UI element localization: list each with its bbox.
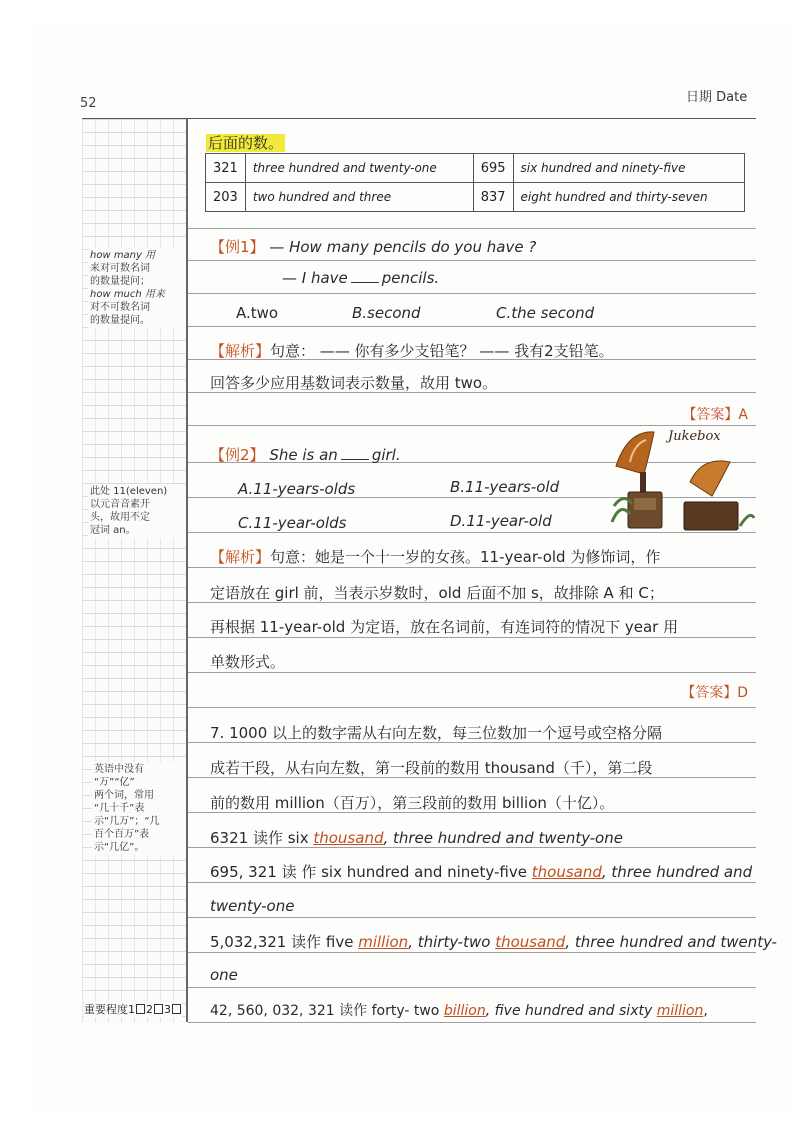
rule-line	[188, 260, 756, 261]
answer-blank	[351, 270, 379, 283]
example1-answer: 【答案】A	[682, 407, 748, 423]
question-text: — How many pencils do you have ?	[269, 238, 537, 256]
margin-note-line: 此处 11(eleven)	[90, 486, 168, 497]
leaf-icon	[740, 515, 754, 526]
importance-level: 2	[146, 1003, 153, 1016]
reply-text: pencils.	[381, 269, 440, 287]
margin-note-line: “万”“亿”	[94, 777, 135, 788]
example1-option-a: A.two	[236, 304, 279, 322]
margin-divider	[186, 118, 188, 1022]
example-label: 【例1】	[210, 238, 265, 256]
rule-line	[188, 326, 756, 327]
margin-note-line: 以元音音素开	[90, 499, 150, 510]
table-cell: three hundred and twenty-one	[245, 154, 473, 183]
example1-option-b: B.second	[352, 304, 421, 322]
margin-note-line: 的数量提问。	[90, 315, 150, 326]
analysis-text: 句意：她是一个十一岁的女孩。11-year-old 为修饰词，作	[270, 548, 661, 566]
rule-line	[188, 987, 756, 988]
question-text: She is an	[269, 446, 338, 464]
rule-line	[188, 567, 756, 568]
rule-line	[188, 118, 756, 119]
table-cell: 203	[206, 183, 246, 212]
margin-note-line: “几十千”表	[94, 803, 145, 814]
page-number: 52	[80, 96, 97, 111]
table-cell: eight hundred and thirty-seven	[513, 183, 744, 212]
table-cell: 695	[473, 154, 513, 183]
table-row	[206, 154, 745, 183]
section7-example4	[210, 1000, 708, 1020]
table-intro	[206, 132, 285, 153]
rule-line	[188, 952, 756, 953]
importance-level: 1	[128, 1003, 135, 1016]
example2-question	[210, 444, 401, 465]
example1-analysis	[210, 340, 614, 361]
section7-line2: 成若干段，从右向左数，第一段前的数用 thousand（千），第二段	[210, 759, 653, 777]
table-cell: two hundred and three	[245, 183, 473, 212]
margin-note-line: 百个百万”表	[94, 829, 150, 840]
example2-option-a: A.11-years-olds	[238, 480, 356, 498]
highlight-word: thousand	[495, 933, 566, 951]
analysis-label: 【解析】	[210, 548, 271, 566]
checkbox[interactable]	[136, 1004, 145, 1014]
example1-question	[210, 236, 536, 257]
importance-level: 3	[164, 1003, 171, 1016]
margin-note-line: 来对可数名词	[90, 263, 150, 274]
example2-analysis	[210, 546, 660, 567]
rule-line	[188, 882, 756, 883]
rule-line	[188, 1022, 756, 1023]
highlight-word: million	[656, 1003, 704, 1019]
section7-example3	[210, 931, 777, 952]
highlight-word: thousand	[313, 829, 384, 847]
example2-analysis-line2: 定语放在 girl 前，当表示岁数时，old 后面不加 s，故排除 A 和 C；	[210, 584, 664, 602]
margin-note-eleven	[88, 484, 188, 538]
margin-note-line: how many 用	[90, 250, 156, 261]
example-text: , five hundred and sixty	[485, 1003, 653, 1019]
importance-label: 重要程度	[84, 1003, 128, 1016]
rule-line	[188, 637, 756, 638]
rule-line	[188, 293, 756, 294]
example2-option-d: D.11-year-old	[450, 512, 552, 530]
question-text: girl.	[371, 446, 401, 464]
highlight-word: million	[358, 933, 409, 951]
section7-line1: 7. 1000 以上的数字需从右向左数，每三位数加一个逗号或空格分隔	[210, 724, 663, 742]
horn-icon-2	[690, 461, 730, 496]
highlight-word: billion	[443, 1003, 486, 1019]
section7-example2	[210, 861, 752, 882]
importance-rating	[84, 1001, 182, 1017]
example2-analysis-line3: 再根据 11-year-old 为定语，放在名词前，有连词符的情况下 year 用	[210, 618, 679, 636]
cabinet-panel	[634, 498, 656, 510]
checkbox[interactable]	[172, 1004, 181, 1014]
rule-line	[188, 707, 756, 708]
sticker-text: Jukebox	[668, 429, 721, 444]
margin-note-line: how much 用来	[90, 289, 165, 300]
example-text: 42, 560, 032, 321 读作 forty- two	[210, 1003, 440, 1019]
section7-line3: 前的数用 million（百万），第三段前的数用 billion（十亿）。	[210, 794, 615, 812]
example-text: 5,032,321 读作 five	[210, 933, 354, 951]
example-label: 【例2】	[210, 446, 265, 464]
player-box-icon	[684, 502, 738, 530]
margin-note-line: 示“几万”；“几	[94, 816, 160, 827]
checkbox[interactable]	[154, 1004, 163, 1014]
margin-note-line: 两个词，常用	[94, 790, 154, 801]
number-table	[205, 153, 745, 212]
table-cell: 321	[206, 154, 246, 183]
example-text: 695, 321 读 作 six hundred and ninety-five	[210, 863, 527, 881]
margin-note-line: 冠词 an。	[90, 525, 136, 536]
horn-neck	[640, 472, 646, 494]
example2-answer: 【答案】D	[681, 685, 748, 701]
section7-example2-cont: twenty-one	[210, 897, 295, 915]
margin-note-line: 头，故用不定	[90, 512, 150, 523]
section7-example3-cont: one	[210, 966, 238, 984]
example-text: , three hundred and	[601, 863, 753, 881]
margin-note-line: 对不可数名词	[90, 302, 150, 313]
margin-note-line: 的数量提问；	[90, 276, 150, 287]
answer-blank	[341, 447, 369, 460]
example-text: 6321 读作 six	[210, 829, 309, 847]
highlight-word: thousand	[531, 863, 602, 881]
rule-line	[188, 672, 756, 673]
highlighted-text: 后面的数。	[208, 134, 284, 152]
table-cell: 837	[473, 183, 513, 212]
rule-line	[188, 917, 756, 918]
date-label: 日期 Date	[686, 90, 748, 105]
example1-option-c: C.the second	[496, 304, 595, 322]
gramophone-sticker	[610, 422, 756, 534]
example1-reply	[282, 269, 439, 287]
analysis-label: 【解析】	[210, 342, 271, 360]
example-text: , thirty-two	[408, 933, 491, 951]
example-text: , three hundred and twenty-	[565, 933, 777, 951]
example2-option-b: B.11-years-old	[450, 478, 560, 496]
horn-icon	[616, 432, 654, 474]
example2-analysis-line4: 单数形式。	[210, 653, 286, 671]
margin-note-how-many	[88, 248, 188, 328]
section7-example1	[210, 827, 623, 848]
margin-note-line: 英语中没有	[94, 764, 144, 775]
example-text: ,	[703, 1003, 708, 1019]
reply-text: — I have	[282, 269, 348, 287]
margin-note-line: 示“几亿”。	[94, 842, 145, 853]
margin-note-wan-yi	[92, 762, 186, 855]
analysis-text: 句意： —— 你有多少支铅笔？ —— 我有2支铅笔。	[270, 342, 614, 360]
table-cell: six hundred and ninety-five	[513, 154, 744, 183]
table-row	[206, 183, 745, 212]
example1-analysis-cont: 回答多少应用基数词表示数量，故用 two。	[210, 374, 498, 392]
example2-option-c: C.11-year-olds	[238, 514, 347, 532]
rule-line	[188, 228, 756, 229]
example-text: , three hundred and twenty-one	[383, 829, 623, 847]
